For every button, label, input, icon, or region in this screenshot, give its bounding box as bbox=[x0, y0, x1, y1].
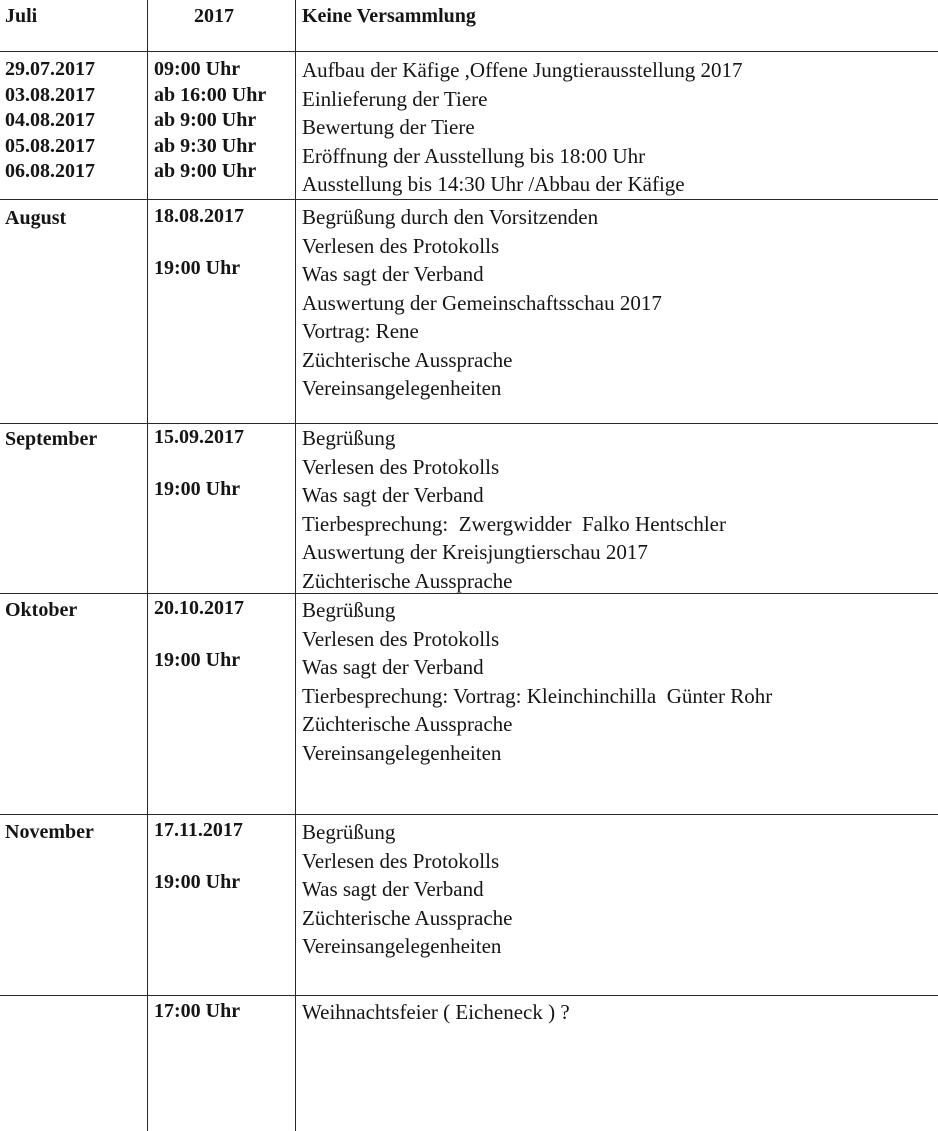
oktober-date: 20.10.2017 bbox=[154, 597, 244, 619]
row-divider-july bbox=[0, 199, 938, 200]
july-date: 03.08.2017 bbox=[5, 83, 95, 106]
august-agenda bbox=[302, 203, 662, 403]
row-divider-oktober bbox=[0, 814, 938, 815]
agenda-item: Verlesen des Protokolls bbox=[302, 848, 500, 873]
november-month: November bbox=[5, 821, 94, 843]
september-agenda bbox=[302, 424, 726, 595]
july-time: 09:00 Uhr bbox=[154, 58, 241, 80]
august-time: 19:00 Uhr bbox=[154, 257, 241, 279]
oktober-month: Oktober bbox=[5, 599, 78, 621]
july-items bbox=[302, 56, 743, 199]
agenda-item: Verlesen des Protokolls bbox=[302, 626, 500, 651]
agenda-item: Was sagt der Verband bbox=[302, 262, 484, 286]
july-item: Ausstellung bis 14:30 Uhr /Abbau der Käfige bbox=[302, 172, 685, 196]
christmas-time: 17:00 Uhr bbox=[154, 1000, 241, 1022]
agenda-item: Verlesen des Protokolls bbox=[302, 233, 500, 258]
agenda-item: Tierbesprechung: Vortrag: Kleinchinchilla Günter Rohr bbox=[302, 683, 773, 708]
agenda-item: Auswertung der Kreisjungtierschau 2017 bbox=[302, 540, 648, 564]
agenda-item: Was sagt der Verband bbox=[302, 655, 484, 679]
agenda-item: Begrüßung bbox=[302, 598, 396, 622]
row-divider-november bbox=[0, 995, 938, 996]
july-item: Aufbau der Käfige ,Offene Jungtierausstellung 2017 bbox=[302, 58, 743, 82]
september-time: 19:00 Uhr bbox=[154, 478, 241, 500]
agenda-item: Vereinsangelegenheiten bbox=[302, 740, 502, 765]
header-month: Juli bbox=[5, 5, 38, 27]
november-agenda bbox=[302, 818, 513, 961]
agenda-item: Vereinsangelegenheiten bbox=[302, 376, 502, 400]
agenda-item: Begrüßung bbox=[302, 426, 396, 450]
agenda-item: Begrüßung durch den Vorsitzenden bbox=[302, 205, 599, 229]
agenda-item: Tierbesprechung: Zwergwidder Falko Hentschler bbox=[302, 511, 726, 536]
august-month: August bbox=[5, 207, 67, 229]
agenda-item: Was sagt der Verband bbox=[302, 483, 484, 507]
agenda-item: Was sagt der Verband bbox=[302, 877, 484, 901]
november-date: 17.11.2017 bbox=[154, 819, 243, 841]
july-time: ab 9:30 Uhr bbox=[154, 134, 257, 157]
oktober-time: 19:00 Uhr bbox=[154, 649, 241, 671]
july-date: 05.08.2017 bbox=[5, 134, 95, 157]
july-time: ab 9:00 Uhr bbox=[154, 109, 257, 131]
column-divider-1 bbox=[147, 0, 148, 1131]
agenda-item: Züchterische Aussprache bbox=[302, 347, 513, 372]
agenda-item: Züchterische Aussprache bbox=[302, 712, 513, 736]
july-item: Einlieferung der Tiere bbox=[302, 86, 488, 111]
july-date: 29.07.2017 bbox=[5, 58, 95, 80]
august-date: 18.08.2017 bbox=[154, 205, 244, 227]
july-dates bbox=[5, 57, 95, 185]
july-times bbox=[154, 57, 266, 185]
july-time: ab 9:00 Uhr bbox=[154, 160, 257, 182]
column-divider-2 bbox=[295, 0, 296, 1131]
september-month: September bbox=[5, 428, 98, 450]
july-item: Eröffnung der Ausstellung bis 18:00 Uhr bbox=[302, 143, 646, 168]
oktober-agenda bbox=[302, 596, 772, 767]
agenda-item: Begrüßung bbox=[302, 820, 396, 844]
christmas-event: Weihnachtsfeier ( Eicheneck ) ? bbox=[302, 1000, 570, 1024]
july-time: ab 16:00 Uhr bbox=[154, 83, 267, 106]
july-item: Bewertung der Tiere bbox=[302, 115, 475, 139]
row-divider-header bbox=[0, 51, 938, 52]
agenda-item: Vereinsangelegenheiten bbox=[302, 934, 502, 958]
november-time: 19:00 Uhr bbox=[154, 871, 241, 893]
agenda-item: Züchterische Aussprache bbox=[302, 905, 513, 930]
july-date: 06.08.2017 bbox=[5, 160, 95, 182]
agenda-item: Verlesen des Protokolls bbox=[302, 454, 500, 479]
agenda-item: Züchterische Aussprache bbox=[302, 568, 513, 593]
september-date: 15.09.2017 bbox=[154, 426, 244, 448]
header-note: Keine Versammlung bbox=[302, 5, 476, 27]
agenda-item: Vortrag: Rene bbox=[302, 319, 419, 343]
july-date: 04.08.2017 bbox=[5, 109, 95, 131]
agenda-item: Auswertung der Gemeinschaftsschau 2017 bbox=[302, 290, 662, 315]
header-year: 2017 bbox=[194, 5, 234, 27]
